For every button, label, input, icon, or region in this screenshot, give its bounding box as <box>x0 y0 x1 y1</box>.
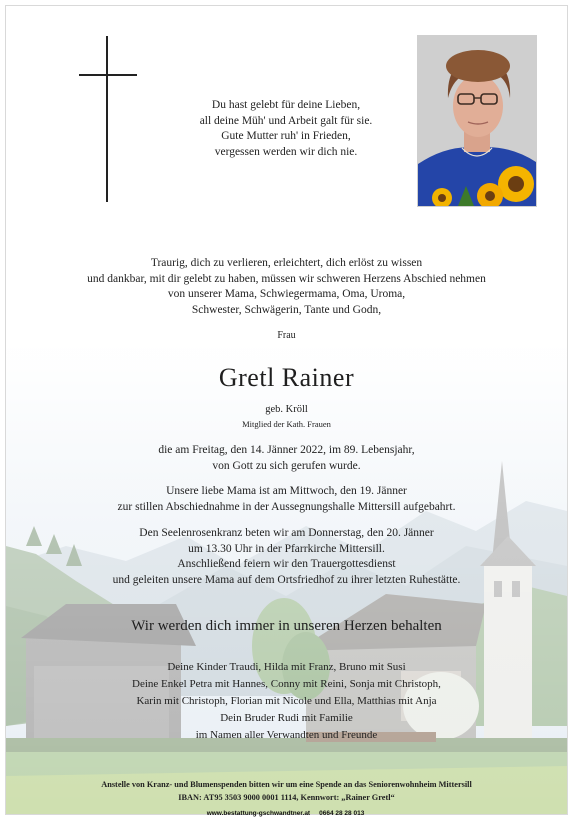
donation-notice <box>26 779 547 804</box>
membership: Mitglied der Kath. Frauen <box>242 419 331 429</box>
poem-line: all deine Müh' und Arbeit galt für sie. <box>199 114 373 127</box>
mourner-line: Deine Enkel Petra mit Hannes, Conny mit Reini, Sonja mit Christoph, <box>132 678 441 690</box>
intro-line: Schwester, Schwägerin, Tante und Godn, <box>191 303 382 316</box>
rosary-notice <box>26 526 547 588</box>
cross-icon-bar <box>79 74 137 76</box>
mourners-list <box>26 659 547 744</box>
poem-line: Gute Mutter ruh' in Frieden, <box>221 130 351 143</box>
rosary-line: Den Seelenrosenkranz beten wir am Donnerstag, den 20. Jänner <box>139 527 434 539</box>
death-line: die am Freitag, den 14. Jänner 2022, im 89. Lebensjahr, <box>158 444 415 456</box>
mourner-line: Dein Bruder Rudi mit Familie <box>220 712 353 724</box>
deceased-name: Gretl Rainer <box>218 363 355 392</box>
intro-text <box>26 256 547 318</box>
mourner-line: im Namen aller Verwandten und Freunde <box>195 729 378 741</box>
donation-line: Anstelle von Kranz- und Blumenspenden bitten wir um eine Spende an das Seniorenwohnheim Mittersill <box>101 780 472 789</box>
cross-icon <box>106 36 108 202</box>
poem-line: vergessen werden wir dich nie. <box>214 145 358 158</box>
viewing-line: Unsere liebe Mama ist am Mittwoch, den 19. Jänner <box>166 485 407 497</box>
portrait-photo <box>417 35 537 207</box>
intro-line: Traurig, dich zu verlieren, erleichtert, dich erlöst zu wissen <box>150 257 423 269</box>
death-notice <box>26 443 547 474</box>
motto: Wir werden dich immer in unseren Herzen behalten <box>131 618 442 634</box>
rosary-line: um 13.30 Uhr in der Pfarrkirche Mittersill. <box>188 542 385 555</box>
intro-line: und dankbar, mit dir gelebt zu haben, müssen wir schweren Herzens Abschied nehmen <box>87 272 486 285</box>
birth-name: geb. Kröll <box>265 404 308 415</box>
poem <box>166 98 406 160</box>
intro-line: von unserer Mama, Schwiegermama, Oma, Uroma, <box>167 288 406 300</box>
poem-line: Du hast gelebt für deine Lieben, <box>211 99 361 111</box>
donation-line: IBAN: AT95 3503 9000 0001 1114, Kennwort: „Rainer Gretl“ <box>178 792 395 802</box>
mourner-line: Deine Kinder Traudi, Hilda mit Franz, Bruno mit Susi <box>167 661 406 673</box>
mourner-line: Karin mit Christoph, Florian mit Nicole und Ella, Matthias mit Anja <box>136 695 437 707</box>
death-line: von Gott zu sich gerufen wurde. <box>212 459 361 472</box>
salutation: Frau <box>277 330 296 341</box>
footer-contact: www.bestattung-gschwandtner.at 0664 28 28 013 <box>206 810 365 817</box>
rosary-line: und geleiten unsere Mama auf dem Ortsfriedhof zu ihrer letzten Ruhestätte. <box>112 573 461 586</box>
viewing-line: zur stillen Abschiednahme in der Aussegnungshalle Mittersill aufgebahrt. <box>117 500 456 513</box>
viewing-notice <box>26 484 547 515</box>
rosary-line: Anschließend feiern wir den Trauergottesdienst <box>177 558 396 570</box>
obituary-card <box>5 5 568 815</box>
